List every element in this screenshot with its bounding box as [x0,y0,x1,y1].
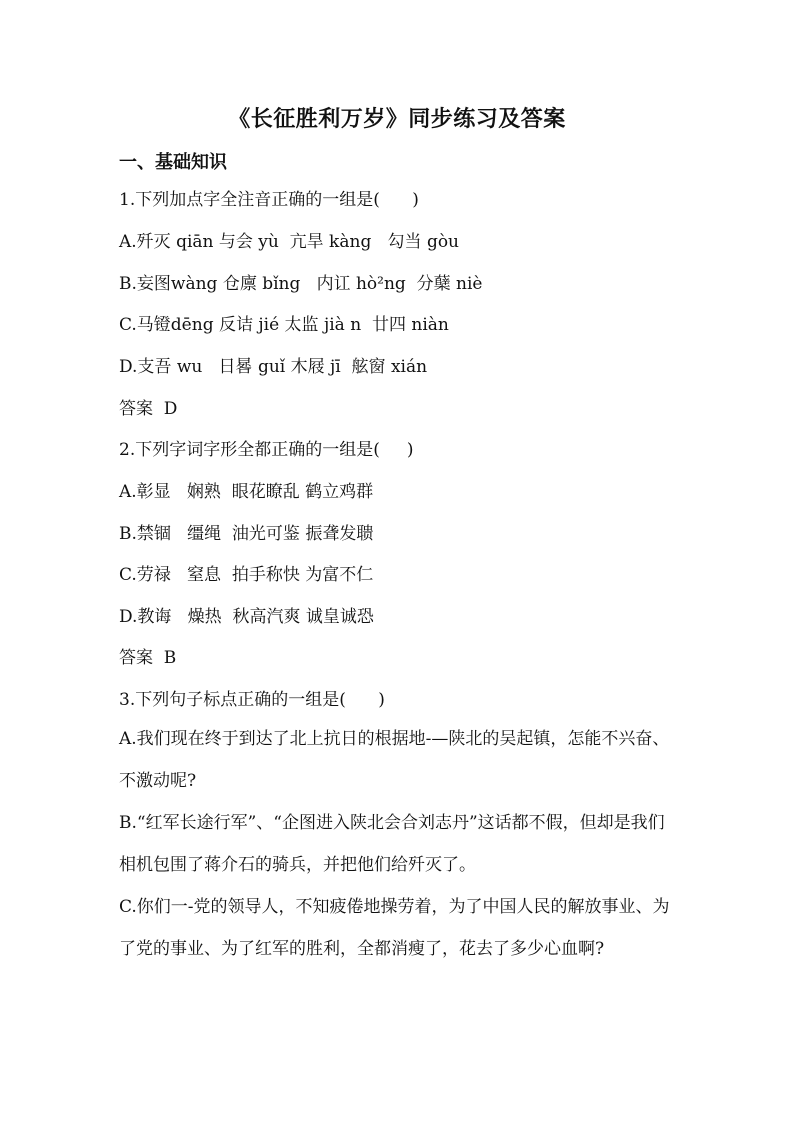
question-2-option-a: A.彰显 娴熟 眼花瞭乱 鹤立鸡群 [119,482,374,502]
question-2-option-d: D.教诲 燥热 秋高汽爽 诚皇诚恐 [119,607,374,627]
question-1-stem: 1.下列加点字全注音正确的一组是( ) [119,190,419,210]
question-1-answer: 答案 D [119,399,178,419]
question-1-option-d: D.支吾 wu 日晷 guǐ 木屐 jī 舷窗 xián [119,357,428,377]
question-2-stem: 2.下列字词字形全都正确的一组是( ) [119,440,414,460]
question-2-answer: 答案 B [119,648,177,668]
section-heading: 一、基础知识 [119,152,227,173]
question-1-option-b: B.妄图wàng 仓廪 bǐng 内讧 hò²ng 分蘖 niè [119,274,483,294]
question-1-option-c: C.马镫dēng 反诘 jié 太监 jià n 廿四 niàn [119,315,449,335]
question-3-option-c: C.你们一-党的领导人，不知疲倦地操劳着，为了中国人民的解放事业、为了党的事业、为了红军的胜利，全都消瘦了，花去了多少心血啊? [119,897,670,959]
question-3-option-b: B.“红军长途行军”、“企图进入陕北会合刘志丹”这话都不假，但却是我们相机包围了蒋介石的骑兵，并把他们给歼灭了。 [119,813,665,875]
question-1-option-a: A.歼灭 qiān 与会 yù 亢旱 kàng 勾当 gòu [119,232,460,252]
question-3-stem: 3.下列句子标点正确的一组是( ) [119,690,385,710]
question-3-option-a: A.我们现在终于到达了北上抗日的根据地-—陕北的吴起镇，怎能不兴奋、不激动呢? [119,729,670,791]
page-title: 《长征胜利万岁》同步练习及答案 [228,107,566,132]
question-2-option-b: B.禁锢 缰绳 油光可鉴 振聋发聩 [119,524,374,544]
question-2-option-c: C.劳禄 窒息 拍手称快 为富不仁 [119,565,374,585]
